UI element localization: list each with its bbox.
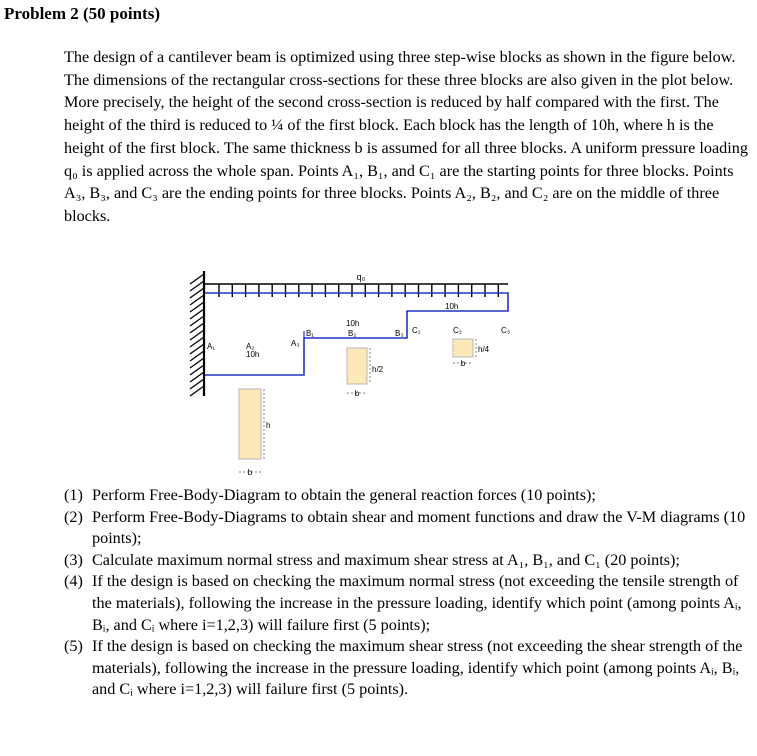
length-block2: 10h xyxy=(346,319,360,328)
distributed-load-arrows xyxy=(205,284,508,297)
question-item xyxy=(64,550,754,572)
label-a3: A₃ xyxy=(291,339,300,348)
question-list xyxy=(64,485,754,701)
label-b2: B₂ xyxy=(348,329,357,338)
label-c3: C₃ xyxy=(501,326,511,335)
cross-section-1-rect xyxy=(239,389,261,459)
length-block3: 10h xyxy=(445,302,459,311)
cross-section-3 xyxy=(453,339,490,368)
question-text: Perform Free-Body-Diagram to obtain the general reaction forces (10 points); xyxy=(92,486,596,504)
problem-description: The design of a cantilever beam is optimized using three step-wise blocks as shown in the figure below. The dimensions of the rectangular cross-sections for these three blocks are also given in the plot below. More precisely, the height of the second cross-section is reduced by half compared with the first. The height of the third is reduced to ¼ of the first block. Each block has the length of 10h, where h is the height of the first block. The same thickness b is assumed for all three blocks. A uniform pressure loading q₀ is applied across the whole span. Points A₁, B₁, and C₁ are the starting points for three blocks. Points A₃, B₃, and C₃ are the ending points for three blocks. Points A₂, B₂, and C₂ are on the middle of three blocks. xyxy=(64,48,748,225)
question-item xyxy=(64,571,754,636)
length-block1: 10h xyxy=(246,350,260,359)
problem-title: Problem 2 (50 points) xyxy=(4,4,160,23)
label-a1: A₁ xyxy=(207,342,216,351)
label-a2: A₂ xyxy=(246,342,255,351)
cross-section-2-width: b xyxy=(354,389,360,398)
question-item xyxy=(64,636,754,701)
cross-section-1-height: h xyxy=(266,421,271,430)
cross-section-3-rect xyxy=(453,339,473,357)
cross-section-2-rect xyxy=(347,348,367,384)
load-label: q₀ xyxy=(356,272,366,282)
question-item xyxy=(64,485,754,507)
question-number: (2) xyxy=(64,507,83,526)
question-text: Calculate maximum normal stress and maximum shear stress at A₁, B₁, and C₁ (20 points); xyxy=(92,550,680,569)
question-text: Perform Free-Body-Diagrams to obtain shear and moment functions and draw the V-M diagrams (10 points); xyxy=(92,507,746,548)
cross-section-1 xyxy=(239,389,270,477)
question-number: (5) xyxy=(64,637,83,656)
cross-section-1-width: b xyxy=(247,468,253,477)
label-c1: C₁ xyxy=(412,326,421,335)
question-text: If the design is based on checking the maximum shear stress (not exceeding the shear strength of the materials), following the increase in the pressure loading, identify which point (among points Aᵢ, Bᵢ, and Cᵢ where i=1,2,3) will failure first (5 points). xyxy=(92,637,743,699)
question-number: (4) xyxy=(64,572,83,591)
fixed-wall-support xyxy=(190,271,204,396)
question-number: (1) xyxy=(64,486,83,504)
question-item xyxy=(64,507,754,550)
label-b1: B₁ xyxy=(306,329,315,338)
cantilever-beam-figure xyxy=(175,268,520,480)
label-c2: C₂ xyxy=(453,326,462,335)
cross-section-3-width: b xyxy=(460,359,466,368)
question-number: (3) xyxy=(64,550,83,569)
cross-section-2 xyxy=(347,348,384,398)
cross-section-3-height: h/4 xyxy=(478,345,490,354)
question-text: If the design is based on checking the maximum normal stress (not exceeding the tensile strength of the materials), following the increase in the pressure loading, identify which point (among points Aᵢ, Bᵢ, and Cᵢ where i=1,2,3) will failure first (5 points); xyxy=(92,572,742,634)
cross-section-2-height: h/2 xyxy=(372,365,384,374)
label-b3: B₃ xyxy=(395,329,404,338)
